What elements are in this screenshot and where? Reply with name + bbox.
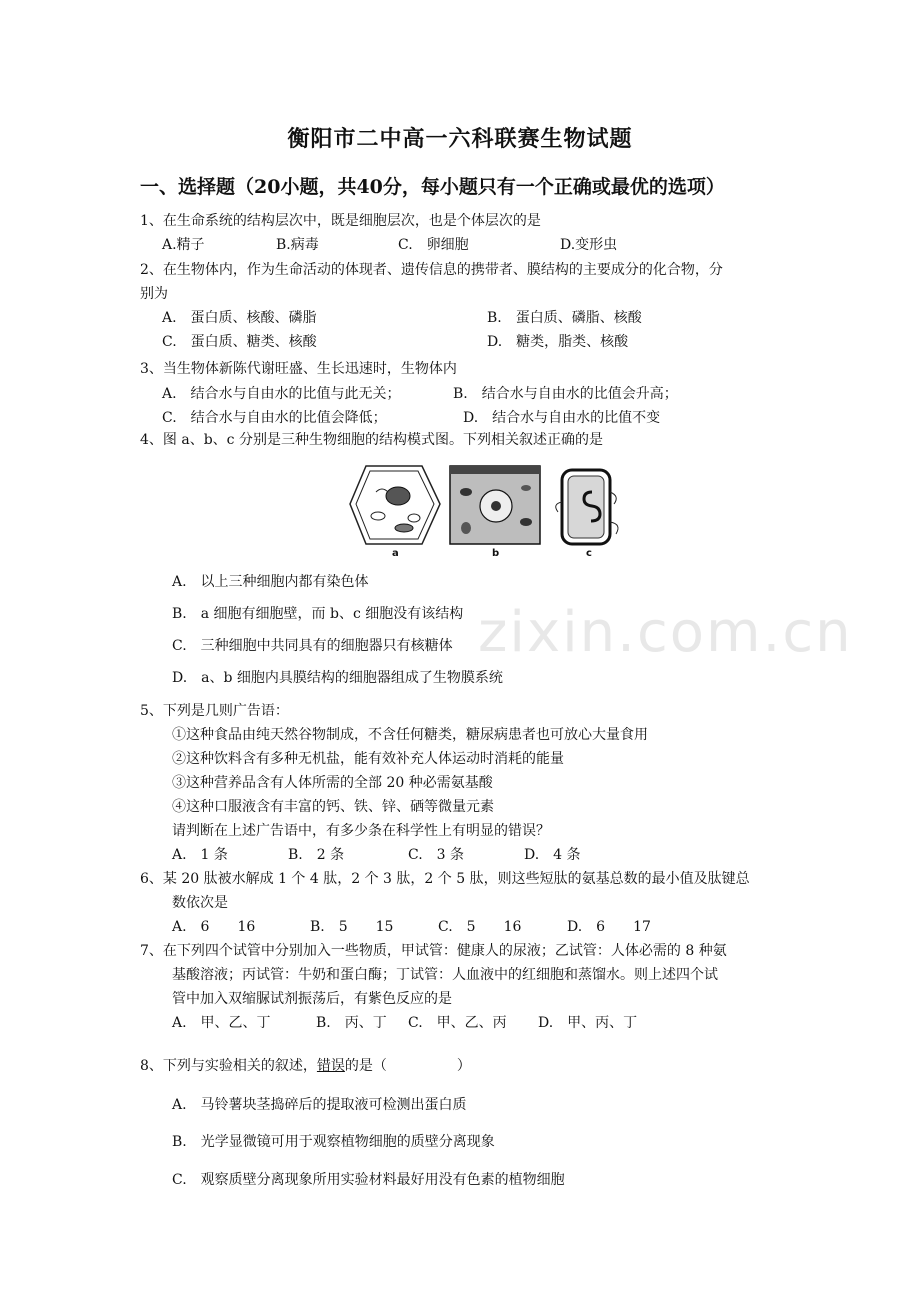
q7-option-a: A. 甲、乙、丁 xyxy=(172,1015,271,1031)
q2-option-b: B. 蛋白质、磷脂、核酸 xyxy=(487,310,642,326)
figure-label-a: a xyxy=(392,548,399,559)
figure-label-b: b xyxy=(492,548,500,559)
section-heading: 一、选择题（20小题，共40分，每小题只有一个正确或最优的选项） xyxy=(140,176,725,198)
q8-stem-post: 的是（ ） xyxy=(344,1058,471,1074)
q5-item-2: ②这种饮料含有多种无机盐，能有效补充人体运动时消耗的能量 xyxy=(172,751,564,767)
q8-stem-pre: 8、下列与实验相关的叙述， xyxy=(140,1058,317,1074)
q3-option-d: D. 结合水与自由水的比值不变 xyxy=(463,410,661,426)
q4-option-c: C. 三种细胞中共同具有的细胞器只有核糖体 xyxy=(172,638,453,654)
q5-item-4: ④这种口服液含有丰富的钙、铁、锌、硒等微量元素 xyxy=(172,799,494,815)
q6-option-b: B. 5 15 xyxy=(310,919,394,935)
q8-stem-underlined: 错误 xyxy=(316,1058,345,1074)
question-6-stem: 6、某 20 肽被水解成 1 个 4 肽，2 个 3 肽，2 个 5 肽，则这些短肽的氨基总数的最小值及肽键总 xyxy=(140,871,750,887)
q6-option-d: D. 6 17 xyxy=(567,919,651,935)
q5-item-1: ①这种食品由纯天然谷物制成，不含任何糖类，糖尿病患者也可放心大量食用 xyxy=(172,727,648,743)
q5-option-d: D. 4 条 xyxy=(524,847,581,863)
figure-label-c: c xyxy=(586,548,592,559)
q5-option-c: C. 3 条 xyxy=(408,847,465,863)
q4-option-b: B. a 细胞有细胞壁，而 b、c 细胞没有该结构 xyxy=(172,606,464,622)
q7-option-d: D. 甲、丙、丁 xyxy=(538,1015,638,1031)
question-7-stem: 7、在下列四个试管中分别加入一些物质，甲试管：健康人的尿液；乙试管：人体必需的 8 种氨 xyxy=(140,943,727,959)
question-7-stem-cont-1: 基酸溶液；丙试管：牛奶和蛋白酶；丁试管：人血液中的红细胞和蒸馏水。则上述四个试 xyxy=(172,967,718,983)
question-5-stem: 5、下列是几则广告语： xyxy=(140,703,289,719)
q3-option-a: A. 结合水与自由水的比值与此无关； xyxy=(162,386,401,402)
q1-option-d: D.变形虫 xyxy=(560,237,618,253)
q5-option-b: B. 2 条 xyxy=(288,847,345,863)
q2-option-a: A. 蛋白质、核酸、磷脂 xyxy=(162,310,317,326)
question-6-stem-cont: 数依次是 xyxy=(172,895,228,911)
q6-option-a: A. 6 16 xyxy=(172,919,256,935)
q6-option-c: C. 5 16 xyxy=(438,919,522,935)
q1-option-c: C. 卵细胞 xyxy=(398,237,469,253)
cell-a-nucleus xyxy=(386,487,410,505)
q3-option-b: B. 结合水与自由水的比值会升高； xyxy=(453,386,678,402)
q8-option-b: B. 光学显微镜可用于观察植物细胞的质壁分离现象 xyxy=(172,1134,495,1150)
q1-option-b: B.病毒 xyxy=(276,237,319,253)
q3-option-c: C. 结合水与自由水的比值会降低； xyxy=(162,410,387,426)
cell-a-vacuole xyxy=(395,524,413,532)
q2-option-c: C. 蛋白质、糖类、核酸 xyxy=(162,334,317,350)
q7-option-c: C. 甲、乙、丙 xyxy=(408,1015,507,1031)
cell-diagram-svg xyxy=(348,462,638,562)
q4-option-a: A. 以上三种细胞内都有染色体 xyxy=(172,574,369,590)
q5-item-3: ③这种营养品含有人体所需的全部 20 种必需氨基酸 xyxy=(172,775,493,791)
cell-diagram-figure xyxy=(348,462,638,562)
q8-option-c: C. 观察质壁分离现象所用实验材料最好用没有色素的植物细胞 xyxy=(172,1172,565,1188)
watermark: zixin.com.cn xyxy=(478,600,853,665)
question-8-stem xyxy=(140,1057,471,1075)
q2-option-d: D. 糖类，脂类、核酸 xyxy=(487,334,629,350)
question-7-stem-cont-2: 管中加入双缩脲试剂振荡后，有紫色反应的是 xyxy=(172,991,452,1007)
question-3-stem: 3、当生物体新陈代谢旺盛、生长迅速时，生物体内 xyxy=(140,361,457,377)
question-2-stem-cont: 别为 xyxy=(140,286,168,302)
q5-option-a: A. 1 条 xyxy=(172,847,228,863)
q8-option-a: A. 马铃薯块茎捣碎后的提取液可检测出蛋白质 xyxy=(172,1097,467,1113)
cell-a-organelle xyxy=(408,514,420,522)
question-4-stem: 4、图 a、b、c 分别是三种生物细胞的结构模式图。下列相关叙述正确的是 xyxy=(140,432,603,448)
page-title: 衡阳市二中高一六科联赛生物试题 xyxy=(287,126,633,152)
question-2-stem: 2、在生物体内，作为生命活动的体现者、遗传信息的携带者、膜结构的主要成分的化合物，分 xyxy=(140,262,723,278)
q5-question: 请判断在上述广告语中，有多少条在科学性上有明显的错误？ xyxy=(172,823,550,839)
cell-a-chloroplast xyxy=(371,512,385,520)
cell-b-top-layer xyxy=(450,466,540,474)
q7-option-b: B. 丙、丁 xyxy=(316,1015,387,1031)
question-1-stem: 1、在生命系统的结构层次中，既是细胞层次，也是个体层次的是 xyxy=(140,213,541,229)
q1-option-a: A.精子 xyxy=(162,237,205,253)
q4-option-d: D. a、b 细胞内具膜结构的细胞器组成了生物膜系统 xyxy=(172,670,503,686)
